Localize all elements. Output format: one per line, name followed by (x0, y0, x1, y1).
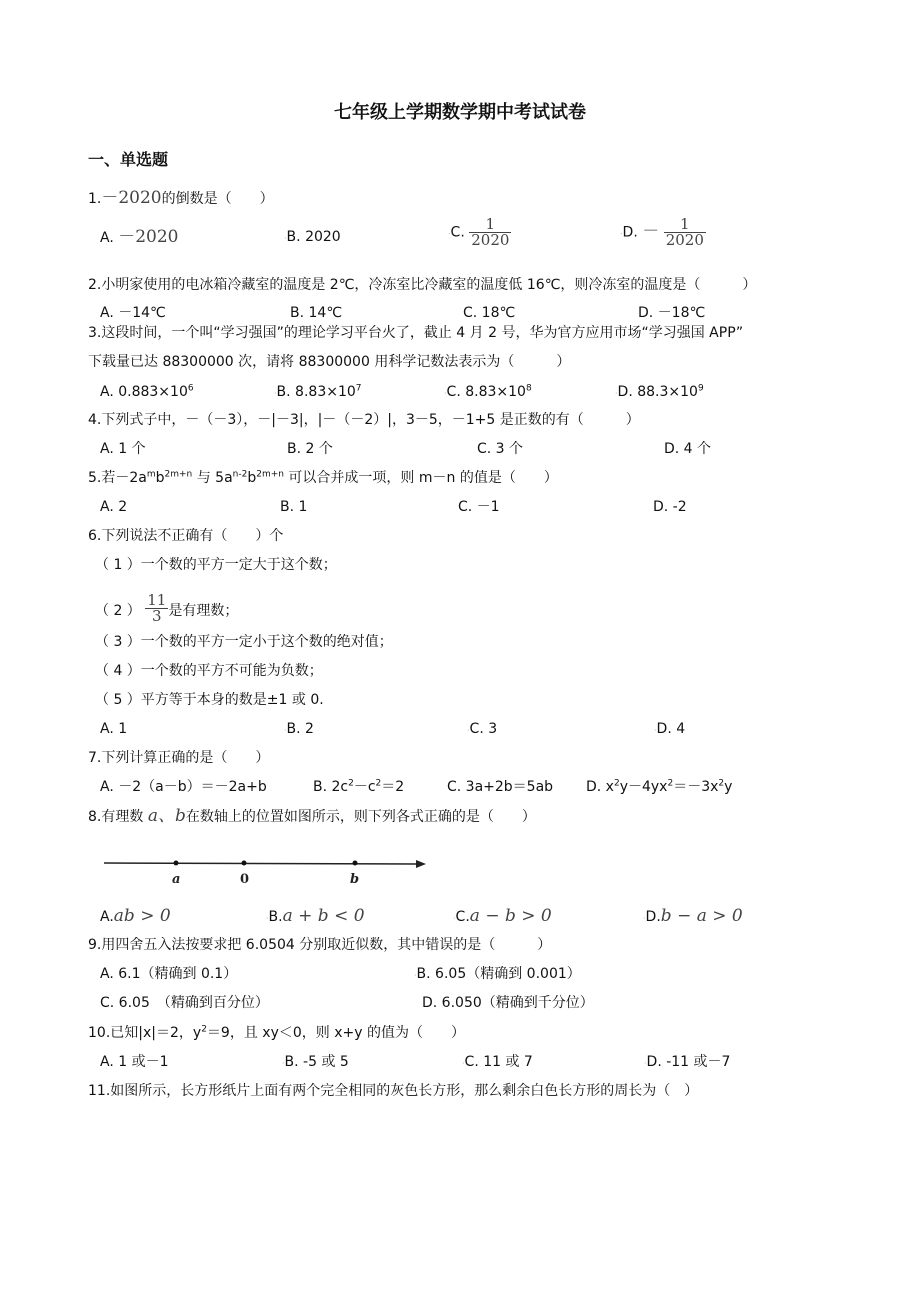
option-value: C. 3 (469, 721, 498, 737)
bullet-dot: · (284, 726, 287, 735)
math-expression: －2020 (101, 188, 162, 208)
option-part: y (724, 779, 733, 795)
bullet-dot: · (444, 389, 447, 398)
minus-sign: － (642, 221, 660, 242)
label-a: a (172, 872, 181, 887)
option-label: B. (268, 909, 283, 925)
option-part: D. x (586, 779, 614, 795)
option-value: B. -5 或 5 (284, 1054, 349, 1070)
option-value: C. 11 或 7 (464, 1054, 533, 1070)
point-b (353, 861, 358, 866)
question-3-stem-line1: 3.这段时间，一个叫“学习强国”的理论学习平台火了，截止 4 月 2 号，华为官方应用市场“学习强国 APP” (88, 325, 744, 341)
exponent: 2 (348, 778, 354, 789)
question-8-option-c (453, 906, 552, 929)
section-heading: 一、单选题 (88, 150, 169, 169)
option-label: C. (450, 224, 465, 241)
fraction-denominator: 3 (145, 608, 168, 624)
option-part: ＝2 (381, 779, 405, 795)
stem-part: b (155, 470, 165, 486)
option-value: B. 2 (286, 721, 314, 737)
question-5-option-d: D. -2 (653, 499, 687, 515)
point-zero (242, 861, 247, 866)
stem-part: 5.若－2a (88, 470, 147, 486)
option-label: D. (645, 909, 661, 925)
arrow-head-icon (416, 860, 426, 868)
option-value: A. 0.883×10 (100, 384, 188, 400)
option-value: b − a > 0 (660, 906, 743, 926)
question-6-option-c (467, 719, 497, 741)
fraction-denominator: 2020 (665, 231, 704, 249)
option-value: D. 88.3×10 (617, 384, 698, 400)
exponent: 6 (187, 383, 194, 394)
question-8-option-d (643, 906, 743, 929)
label-b: b (350, 872, 360, 887)
question-7-option-b (313, 777, 404, 797)
question-6-option-a: A. 1 (100, 721, 128, 737)
bullet-dot: · (274, 389, 277, 398)
option-value: D. -11 或－7 (646, 1054, 731, 1070)
bullet-dot: · (414, 971, 417, 980)
stem-part: 可以合并成一项，则 m－n 的值是（ ） (283, 470, 558, 486)
page-title: 七年级上学期数学期中考试试卷 (334, 102, 586, 123)
exponent: n-2 (232, 469, 248, 480)
bullet-dot: · (643, 914, 646, 923)
option-part: y－4yx (619, 779, 668, 795)
number-line-figure (100, 850, 430, 890)
option-value: 2020 (305, 229, 341, 245)
exponent: 9 (697, 383, 704, 394)
option-value: B. 6.05（精确到 0.001） (416, 966, 581, 982)
question-7-stem: 7.下列计算正确的是（ ） (88, 750, 270, 766)
question-9-option-a: A. 6.1（精确到 0.1） (100, 966, 238, 982)
question-4-option-c: C. 3 个 (477, 441, 524, 457)
exponent: 2 (201, 1024, 207, 1035)
question-5-option-a: A. 2 (100, 499, 128, 515)
option-part: －c (353, 779, 376, 795)
option-value: a − b > 0 (469, 906, 552, 926)
question-3-option-c (444, 382, 532, 404)
stem-part: 8.有理数 (88, 809, 148, 825)
question-6-option-b (284, 719, 314, 741)
bullet-dot: · (266, 914, 269, 923)
statement-3: （ 3 ）一个数的平方一定小于这个数的绝对值； (95, 634, 393, 650)
stem-part: 在数轴上的位置如图所示，则下列各式正确的是（ ） (185, 809, 536, 825)
question-2-stem: 2.小明家使用的电冰箱冷藏室的温度是 2℃，冷冻室比冷藏室的温度低 16℃，则冷冻室的温度是（ ） (88, 277, 757, 293)
question-5-stem (88, 468, 558, 488)
question-9-option-b (414, 964, 581, 986)
question-1-option-a (100, 227, 179, 248)
question-7-option-a: A. －2（a－b）＝－2a+b (100, 779, 267, 795)
statement-text: 是有理数； (168, 603, 239, 619)
option-label: A. (100, 909, 114, 925)
statement-5: （ 5 ）平方等于本身的数是±1 或 0. (95, 692, 324, 708)
exponent: 2 (613, 778, 620, 789)
bullet-dot: · (282, 1059, 285, 1068)
statement-4: （ 4 ）一个数的平方不可能为负数； (95, 663, 323, 679)
fraction (469, 217, 511, 248)
option-value: a + b < 0 (282, 906, 365, 926)
fraction-denominator: 2020 (471, 231, 510, 249)
question-1-option-b (284, 227, 341, 249)
question-2-option-d: D. －18℃ (638, 305, 706, 321)
question-2-option-a: A. －14℃ (100, 305, 166, 321)
exponent: 2m+n (164, 469, 193, 480)
bullet-dot: · (615, 389, 618, 398)
question-2-option-c: C. 18℃ (463, 305, 516, 321)
question-3-option-b (274, 382, 362, 404)
question-4-option-d: D. 4 个 (664, 441, 712, 457)
exponent: 2 (718, 778, 725, 789)
question-9-stem: 9.用四舍五入法按要求把 6.0504 分别取近似数，其中错误的是（ ） (88, 937, 552, 953)
question-9-option-d: D. 6.050（精确到千分位） (422, 995, 594, 1011)
question-6-option-d (654, 719, 685, 741)
question-1-stem (88, 188, 274, 209)
option-part: ＝－3x (673, 779, 719, 795)
option-value: B. 8.83×10 (276, 384, 356, 400)
question-10-stem (88, 1023, 465, 1043)
question-number: 1. (88, 191, 102, 207)
bullet-dot: · (448, 229, 451, 239)
question-8-option-a (100, 906, 171, 927)
question-3-stem-line2: 下载量已达 88300000 次，请将 88300000 用科学记数法表示为（ ） (88, 354, 571, 370)
fraction (664, 217, 706, 248)
option-label: C. (455, 909, 470, 925)
option-value: －2020 (118, 227, 179, 247)
question-3-option-d (615, 382, 704, 404)
option-value: ab > 0 (113, 906, 171, 926)
bullet-dot: · (462, 1059, 465, 1068)
question-7-option-c: C. 3a+2b＝5ab (447, 779, 554, 795)
math-variables: a、b (147, 806, 186, 826)
question-8-option-b (266, 906, 365, 929)
option-label: D. (622, 224, 638, 241)
statement-number: （ 2 ） (95, 603, 141, 619)
fraction (145, 593, 168, 624)
question-4-option-b: B. 2 个 (287, 441, 333, 457)
question-10-option-d (644, 1052, 730, 1074)
question-11-stem: 11.如图所示，长方形纸片上面有两个完全相同的灰色长方形，那么剩余白色长方形的周长为（ ） (88, 1083, 699, 1099)
exponent: 2m+n (256, 469, 284, 480)
question-7-option-d (586, 777, 732, 797)
stem-part: ＝9，且 xy＜0，则 x+y 的值为（ ） (206, 1025, 465, 1041)
question-5-option-b: B. 1 (280, 499, 308, 515)
exponent: m (146, 469, 156, 480)
bullet-dot: · (453, 914, 456, 923)
statement-2 (95, 593, 238, 624)
exponent: 7 (355, 383, 362, 394)
option-label: B. (286, 229, 301, 245)
option-value: C. 8.83×10 (446, 384, 526, 400)
question-2-option-b: B. 14℃ (290, 305, 343, 321)
question-1-option-d (620, 217, 706, 248)
question-10-option-b (282, 1052, 349, 1074)
statement-1: （ 1 ）一个数的平方一定大于这个数； (95, 557, 337, 573)
number-line-axis (104, 863, 416, 864)
fraction-numerator: 1 (680, 215, 690, 233)
question-3-option-a (100, 382, 194, 402)
question-10-option-a: A. 1 或－1 (100, 1054, 169, 1070)
label-zero: 0 (240, 872, 250, 887)
fraction-numerator: 1 (485, 215, 496, 233)
option-value: D. 4 (656, 721, 686, 737)
stem-part: b (247, 470, 257, 486)
exponent: 8 (525, 383, 532, 394)
bullet-dot: · (654, 726, 657, 735)
question-10-option-c (462, 1052, 533, 1074)
bullet-dot: · (284, 234, 287, 243)
fraction-numerator: 11 (147, 591, 167, 609)
option-part: B. 2c (313, 779, 349, 795)
exponent: 2 (375, 778, 382, 789)
question-5-option-c: C. －1 (458, 499, 500, 515)
bullet-dot: · (620, 229, 623, 239)
question-4-option-a: A. 1 个 (100, 441, 146, 457)
bullet-dot: · (644, 1059, 647, 1068)
question-text: 的倒数是（ ） (161, 191, 274, 207)
question-9-option-c: C. 6.05 （精确到百分位） (100, 995, 269, 1011)
question-1-option-c (448, 217, 511, 248)
stem-part: 与 5a (192, 470, 233, 486)
question-4-stem: 4.下列式子中，－（－3），－|－3|，|－（－2）|，3－5，－1+5 是正数的有（ ） (88, 412, 640, 428)
point-a (174, 861, 179, 866)
stem-part: 10.已知|x|＝2，y (88, 1025, 202, 1041)
option-label: A. (100, 230, 114, 246)
bullet-dot: · (467, 726, 470, 735)
question-6-stem: 6.下列说法不正确有（ ）个 (88, 528, 284, 544)
question-8-stem (88, 806, 536, 827)
exponent: 2 (667, 778, 674, 789)
